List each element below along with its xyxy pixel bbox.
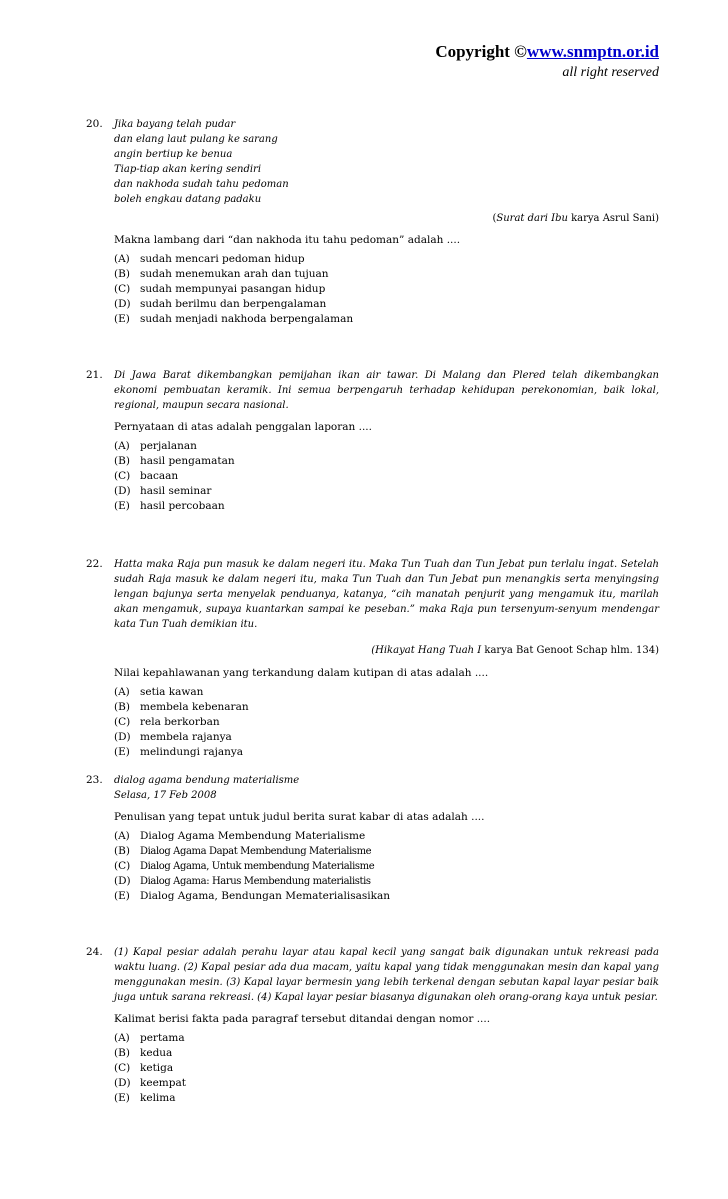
copyright-text: Copyright © bbox=[435, 42, 527, 61]
date-line: Selasa, 17 Feb 2008 bbox=[114, 790, 217, 801]
option-text: sudah mempunyai pasangan hidup bbox=[140, 283, 326, 295]
option-text: bacaan bbox=[140, 470, 179, 482]
option-text: sudah berilmu dan berpengalaman bbox=[140, 298, 327, 310]
option-label: (B) bbox=[114, 701, 130, 713]
option-label: (E) bbox=[114, 500, 130, 512]
option-e[interactable] bbox=[114, 889, 659, 904]
question-23 bbox=[86, 773, 659, 904]
hikayat-passage: Hatta maka Raja pun masuk ke dalam negeri itu. Maka Tun Tuah dan Tun Jebat pun terlalu ingat. Setelah sudah Raja masuk ke dalam negeri itu, maka Tun Tuah dan Tun Jebat pun menangkis serta menyingsing lengan bajunya serta menyelak penduanya, katanya, “cih manatah penjurit yang mengamuk itu, marilah akan mengamuk, supaya kuantarkan sampai ke peseban.” maka Raja pun tersenyum-senyum mendengar kata Tun Tuah demikian itu. bbox=[114, 559, 659, 630]
option-label: (B) bbox=[114, 455, 130, 467]
option-list bbox=[114, 439, 659, 514]
poem-line: Jika bayang telah pudar bbox=[114, 119, 236, 130]
option-b[interactable] bbox=[114, 844, 659, 859]
option-label: (C) bbox=[114, 470, 131, 482]
option-text: setia kawan bbox=[140, 686, 204, 698]
option-e[interactable] bbox=[114, 745, 659, 760]
option-label: (D) bbox=[114, 875, 131, 887]
headline-line: dialog agama bendung materialisme bbox=[114, 775, 300, 786]
question-number: 20. bbox=[86, 118, 103, 130]
option-d[interactable] bbox=[114, 1076, 659, 1091]
option-text: Dialog Agama, Bendungan Mematerialisasikan bbox=[140, 890, 391, 902]
copyright-line bbox=[435, 42, 659, 62]
option-a[interactable] bbox=[114, 439, 659, 454]
option-text: keempat bbox=[140, 1077, 186, 1089]
poem-line: angin bertiup ke benua bbox=[114, 149, 233, 160]
option-c[interactable] bbox=[114, 469, 659, 484]
question-21 bbox=[86, 368, 659, 514]
option-label: (C) bbox=[114, 716, 131, 728]
option-list bbox=[114, 685, 659, 760]
option-text: hasil seminar bbox=[140, 485, 212, 497]
option-b[interactable] bbox=[114, 1046, 659, 1061]
option-b[interactable] bbox=[114, 267, 659, 282]
question-stem: Pernyataan di atas adalah penggalan laporan .... bbox=[114, 421, 372, 433]
option-text: hasil percobaan bbox=[140, 500, 225, 512]
option-a[interactable] bbox=[114, 252, 659, 267]
copyright-header bbox=[435, 42, 659, 82]
option-text: Dialog Agama, Untuk membendung Materialisme bbox=[140, 861, 375, 872]
poem-passage bbox=[114, 117, 659, 207]
question-stem: Makna lambang dari “dan nakhoda itu tahu pedoman” adalah .... bbox=[114, 234, 461, 246]
option-text: hasil pengamatan bbox=[140, 455, 235, 467]
question-number: 23. bbox=[86, 774, 103, 786]
source-title: Surat dari Ibu bbox=[496, 213, 568, 224]
option-label: (C) bbox=[114, 1062, 131, 1074]
option-text: membela kebenaran bbox=[140, 701, 249, 713]
rights-reserved: all right reserved bbox=[562, 65, 659, 80]
option-text: perjalanan bbox=[140, 440, 197, 452]
option-list bbox=[114, 252, 659, 327]
report-passage: Di Jawa Barat dikembangkan pemijahan ikan air tawar. Di Malang dan Plered telah dikembangkan ekonomi pembuatan keramik. Ini semua berpengaruh terhadap kehidupan perekonomian, baik lokal, regional, maupun secara nasional. bbox=[114, 370, 659, 411]
option-label: (A) bbox=[114, 830, 130, 842]
option-a[interactable] bbox=[114, 685, 659, 700]
option-text: sudah menjadi nakhoda berpengalaman bbox=[140, 313, 354, 325]
option-c[interactable] bbox=[114, 282, 659, 297]
poem-line: dan elang laut pulang ke sarang bbox=[114, 134, 278, 145]
option-label: (D) bbox=[114, 485, 131, 497]
poem-line: Tiap-tiap akan kering sendiri bbox=[114, 164, 262, 175]
option-d[interactable] bbox=[114, 297, 659, 312]
option-a[interactable] bbox=[114, 1031, 659, 1046]
option-text: membela rajanya bbox=[140, 731, 232, 743]
option-label: (E) bbox=[114, 1092, 130, 1104]
source-title: (Hikayat Hang Tuah I bbox=[371, 645, 482, 656]
paragraph-passage: (1) Kapal pesiar adalah perahu layar atau kapal kecil yang sangat baik digunakan untuk rekreasi pada waktu luang. (2) Kapal pesiar ada dua macam, yaitu kapal yang tidak menggunakan mesin dan kapal yang menggunakan mesin. (3) Kapal layar bermesin yang lebih terkenal dengan sebutan kapal layar pesiar baik juga untuk sarana rekreasi. (4) Kapal layar pesiar biasanya digunakan oleh orang-orang kaya untuk pesiar. bbox=[114, 947, 659, 1003]
option-text: pertama bbox=[140, 1032, 185, 1044]
option-c[interactable] bbox=[114, 715, 659, 730]
option-d[interactable] bbox=[114, 484, 659, 499]
question-number: 21. bbox=[86, 369, 103, 381]
option-text: sudah mencari pedoman hidup bbox=[140, 253, 305, 265]
option-e[interactable] bbox=[114, 499, 659, 514]
option-text: rela berkorban bbox=[140, 716, 220, 728]
option-a[interactable] bbox=[114, 829, 659, 844]
option-text: melindungi rajanya bbox=[140, 746, 244, 758]
option-e[interactable] bbox=[114, 1091, 659, 1106]
option-b[interactable] bbox=[114, 700, 659, 715]
option-list bbox=[114, 829, 659, 904]
option-b[interactable] bbox=[114, 454, 659, 469]
option-text: ketiga bbox=[140, 1062, 174, 1074]
question-22 bbox=[86, 557, 659, 760]
option-d[interactable] bbox=[114, 730, 659, 745]
source-author: karya Asrul Sani) bbox=[567, 213, 659, 224]
option-list bbox=[114, 1031, 659, 1106]
question-20 bbox=[86, 117, 659, 327]
option-label: (A) bbox=[114, 686, 130, 698]
option-label: (B) bbox=[114, 268, 130, 280]
headline-passage bbox=[114, 773, 659, 803]
option-label: (B) bbox=[114, 845, 130, 857]
question-24 bbox=[86, 945, 659, 1106]
option-e[interactable] bbox=[114, 312, 659, 327]
option-label: (B) bbox=[114, 1047, 130, 1059]
question-number: 24. bbox=[86, 946, 103, 958]
option-text: Dialog Agama Dapat Membendung Materialisme bbox=[140, 846, 372, 857]
option-c[interactable] bbox=[114, 859, 659, 874]
source-author: karya Bat Genoot Schap hlm. 134) bbox=[481, 645, 659, 656]
option-label: (A) bbox=[114, 440, 130, 452]
option-label: (D) bbox=[114, 1077, 131, 1089]
option-label: (E) bbox=[114, 746, 130, 758]
passage-source bbox=[114, 643, 659, 658]
option-label: (C) bbox=[114, 860, 131, 872]
option-d[interactable] bbox=[114, 874, 659, 889]
option-label: (E) bbox=[114, 313, 130, 325]
poem-line: dan nakhoda sudah tahu pedoman bbox=[114, 179, 289, 190]
option-text: Dialog Agama Membendung Materialisme bbox=[140, 830, 366, 842]
question-number: 22. bbox=[86, 558, 103, 570]
option-label: (E) bbox=[114, 890, 130, 902]
question-stem: Penulisan yang tepat untuk judul berita surat kabar di atas adalah .... bbox=[114, 811, 485, 823]
option-text: kedua bbox=[140, 1047, 173, 1059]
option-text: kelima bbox=[140, 1092, 176, 1104]
option-text: Dialog Agama: Harus Membendung materialistis bbox=[140, 876, 371, 887]
question-stem: Kalimat berisi fakta pada paragraf tersebut ditandai dengan nomor .... bbox=[114, 1013, 491, 1025]
option-text: sudah menemukan arah dan tujuan bbox=[140, 268, 329, 280]
passage-source: (Surat dari Ibu karya Asrul Sani) bbox=[492, 213, 659, 224]
option-label: (D) bbox=[114, 731, 131, 743]
option-label: (C) bbox=[114, 283, 131, 295]
option-c[interactable] bbox=[114, 1061, 659, 1076]
option-label: (D) bbox=[114, 298, 131, 310]
site-link[interactable]: www.snmptn.or.id bbox=[526, 42, 659, 61]
question-stem: Nilai kepahlawanan yang terkandung dalam kutipan di atas adalah .... bbox=[114, 667, 489, 679]
option-label: (A) bbox=[114, 1032, 130, 1044]
option-label: (A) bbox=[114, 253, 130, 265]
poem-line: boleh engkau datang padaku bbox=[114, 194, 262, 205]
